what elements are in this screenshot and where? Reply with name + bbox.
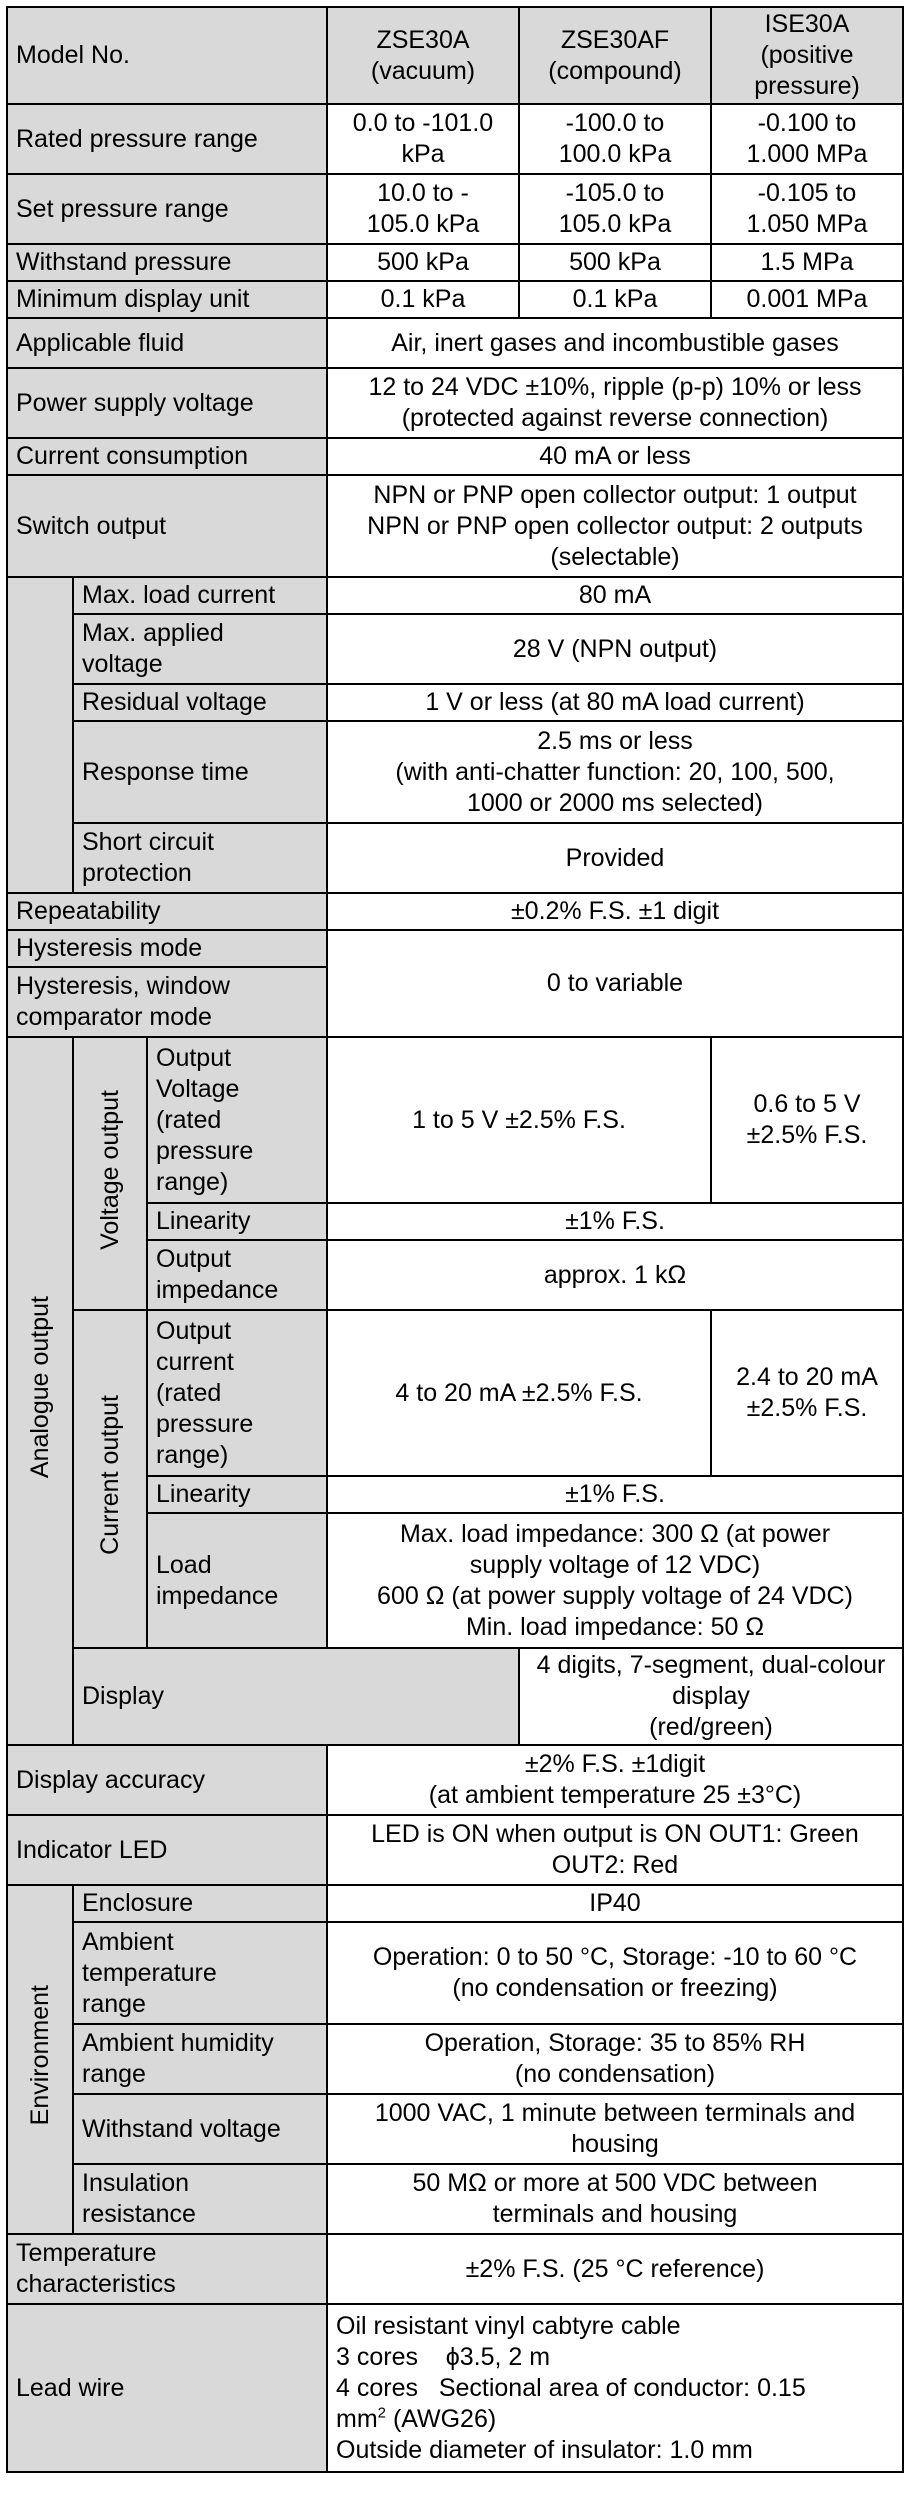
- display-row: [7, 1648, 903, 1745]
- max-load-current-row: [7, 577, 903, 614]
- insulation-value: 50 MΩ or more at 500 VDC between terminals and housing: [327, 2164, 903, 2234]
- lead-wire-line-2: 3 cores ϕ3.5, 2 m: [336, 2342, 551, 2371]
- lead-wire-line-4-prefix: mm: [336, 2404, 378, 2433]
- enclosure-value: IP40: [327, 1885, 903, 1922]
- spec-table: [6, 6, 904, 2473]
- lead-wire-line-4-sup: 2: [377, 2404, 386, 2422]
- rated-pressure-c1: 0.0 to -101.0 kPa: [327, 104, 519, 174]
- voltage-output-label: Voltage output: [73, 1037, 147, 1310]
- output-voltage-c3: 0.6 to 5 V ±2.5% F.S.: [711, 1037, 903, 1203]
- temperature-characteristics-label: Temperature characteristics: [7, 2234, 327, 2304]
- max-load-current-label: Max. load current: [73, 577, 327, 614]
- withstand-pressure-c2: 500 kPa: [519, 244, 711, 281]
- lead-wire-line-3: 4 cores Sectional area of conductor: 0.15: [336, 2373, 806, 2402]
- switch-output-value: NPN or PNP open collector output: 1 output NPN or PNP open collector output: 2 outputs (selectable): [327, 475, 903, 577]
- col-ise30a: ISE30A (positive pressure): [711, 7, 903, 104]
- temperature-characteristics-row: [7, 2234, 903, 2304]
- lead-wire-line-5: Outside diameter of insulator: 1.0 mm: [336, 2435, 753, 2464]
- indicator-led-row: [7, 1815, 903, 1885]
- rated-pressure-label: Rated pressure range: [7, 104, 327, 174]
- ambient-temp-row: [7, 1922, 903, 2024]
- withstand-pressure-c1: 500 kPa: [327, 244, 519, 281]
- indicator-led-value: LED is ON when output is ON OUT1: Green OUT2: Red: [327, 1815, 903, 1885]
- short-circuit-value: Provided: [327, 823, 903, 893]
- max-applied-voltage-row: [7, 614, 903, 684]
- min-display-unit-c1: 0.1 kPa: [327, 281, 519, 318]
- ambient-temp-label: Ambient temperature range: [73, 1922, 327, 2024]
- temperature-characteristics-value: ±2% F.S. (25 °C reference): [327, 2234, 903, 2304]
- power-supply-value: 12 to 24 VDC ±10%, ripple (p-p) 10% or less (protected against reverse connection): [327, 368, 903, 438]
- rated-pressure-c3: -0.100 to 1.000 MPa: [711, 104, 903, 174]
- display-accuracy-value: ±2% F.S. ±1digit (at ambient temperature 25 ±3°C): [327, 1745, 903, 1815]
- set-pressure-row: [7, 174, 903, 244]
- current-consumption-row: [7, 438, 903, 475]
- col-zse30a: ZSE30A (vacuum): [327, 7, 519, 104]
- lead-wire-line-4-suffix: (AWG26): [386, 2404, 497, 2433]
- min-display-unit-c3: 0.001 MPa: [711, 281, 903, 318]
- ambient-temp-value: Operation: 0 to 50 °C, Storage: -10 to 60 °C (no condensation or freezing): [327, 1922, 903, 2024]
- withstand-pressure-row: [7, 244, 903, 281]
- ambient-humidity-value: Operation, Storage: 35 to 85% RH (no condensation): [327, 2024, 903, 2094]
- max-load-current-value: 80 mA: [327, 577, 903, 614]
- withstand-voltage-value: 1000 VAC, 1 minute between terminals and housing: [327, 2094, 903, 2164]
- response-time-value: 2.5 ms or less (with anti-chatter function: 20, 100, 500, 1000 or 2000 ms selected): [327, 721, 903, 823]
- response-time-label: Response time: [73, 721, 327, 823]
- rated-pressure-row: [7, 104, 903, 174]
- indicator-led-label: Indicator LED: [7, 1815, 327, 1885]
- lead-wire-label: Lead wire: [7, 2304, 327, 2472]
- repeatability-value: ±0.2% F.S. ±1 digit: [327, 893, 903, 930]
- applicable-fluid-value: Air, inert gases and incombustible gases: [327, 318, 903, 368]
- lead-wire-line-1: Oil resistant vinyl cabtyre cable: [336, 2311, 681, 2340]
- hysteresis-mode-row: [7, 930, 903, 967]
- output-voltage-c12: 1 to 5 V ±2.5% F.S.: [327, 1037, 711, 1203]
- environment-label: Environment: [7, 1885, 73, 2234]
- power-supply-row: [7, 368, 903, 438]
- current-linearity-value: ±1% F.S.: [327, 1476, 903, 1513]
- display-accuracy-row: [7, 1745, 903, 1815]
- set-pressure-c3: -0.105 to 1.050 MPa: [711, 174, 903, 244]
- current-output-label: Current output: [73, 1310, 147, 1648]
- residual-voltage-label: Residual voltage: [73, 684, 327, 721]
- model-label: Model No.: [7, 7, 327, 104]
- short-circuit-row: [7, 823, 903, 893]
- switch-output-indent: [7, 577, 73, 893]
- min-display-unit-row: [7, 281, 903, 318]
- rated-pressure-c2: -100.0 to 100.0 kPa: [519, 104, 711, 174]
- switch-output-label: Switch output: [7, 475, 327, 577]
- load-impedance-label: Load impedance: [147, 1513, 327, 1648]
- max-applied-voltage-value: 28 V (NPN output): [327, 614, 903, 684]
- hysteresis-window-label: Hysteresis, window comparator mode: [7, 967, 327, 1037]
- set-pressure-label: Set pressure range: [7, 174, 327, 244]
- min-display-unit-c2: 0.1 kPa: [519, 281, 711, 318]
- output-voltage-row: [7, 1037, 903, 1203]
- withstand-voltage-row: [7, 2094, 903, 2164]
- ambient-humidity-row: [7, 2024, 903, 2094]
- hysteresis-mode-label: Hysteresis mode: [7, 930, 327, 967]
- response-time-row: [7, 721, 903, 823]
- lead-wire-value: [327, 2304, 903, 2472]
- power-supply-label: Power supply voltage: [7, 368, 327, 438]
- repeatability-label: Repeatability: [7, 893, 327, 930]
- voltage-linearity-value: ±1% F.S.: [327, 1203, 903, 1240]
- col-zse30af: ZSE30AF (compound): [519, 7, 711, 104]
- withstand-pressure-label: Withstand pressure: [7, 244, 327, 281]
- header-row: [7, 7, 903, 104]
- short-circuit-label: Short circuit protection: [73, 823, 327, 893]
- lead-wire-line-4: [336, 2404, 894, 2435]
- analogue-output-label: Analogue output: [7, 1037, 73, 1745]
- residual-voltage-row: [7, 684, 903, 721]
- min-display-unit-label: Minimum display unit: [7, 281, 327, 318]
- output-current-row: [7, 1310, 903, 1476]
- load-impedance-value: Max. load impedance: 300 Ω (at power supply voltage of 12 VDC) 600 Ω (at power supply voltage of 24 VDC) Min. load impedance: 50 Ω: [327, 1513, 903, 1648]
- repeatability-row: [7, 893, 903, 930]
- set-pressure-c2: -105.0 to 105.0 kPa: [519, 174, 711, 244]
- current-consumption-label: Current consumption: [7, 438, 327, 475]
- enclosure-row: [7, 1885, 903, 1922]
- output-voltage-label: Output Voltage (rated pressure range): [147, 1037, 327, 1203]
- applicable-fluid-label: Applicable fluid: [7, 318, 327, 368]
- set-pressure-c1: 10.0 to - 105.0 kPa: [327, 174, 519, 244]
- display-accuracy-label: Display accuracy: [7, 1745, 327, 1815]
- insulation-label: Insulation resistance: [73, 2164, 327, 2234]
- lead-wire-row: [7, 2304, 903, 2472]
- switch-output-row: [7, 475, 903, 577]
- display-label: Display: [73, 1648, 519, 1745]
- max-applied-voltage-label: Max. applied voltage: [73, 614, 327, 684]
- insulation-row: [7, 2164, 903, 2234]
- output-impedance-value: approx. 1 kΩ: [327, 1240, 903, 1310]
- output-current-label: Output current (rated pressure range): [147, 1310, 327, 1476]
- current-consumption-value: 40 mA or less: [327, 438, 903, 475]
- output-impedance-label: Output impedance: [147, 1240, 327, 1310]
- current-linearity-label: Linearity: [147, 1476, 327, 1513]
- withstand-voltage-label: Withstand voltage: [73, 2094, 327, 2164]
- ambient-humidity-label: Ambient humidity range: [73, 2024, 327, 2094]
- hysteresis-value: 0 to variable: [327, 930, 903, 1037]
- output-current-c3: 2.4 to 20 mA ±2.5% F.S.: [711, 1310, 903, 1476]
- residual-voltage-value: 1 V or less (at 80 mA load current): [327, 684, 903, 721]
- voltage-linearity-label: Linearity: [147, 1203, 327, 1240]
- enclosure-label: Enclosure: [73, 1885, 327, 1922]
- applicable-fluid-row: [7, 318, 903, 368]
- withstand-pressure-c3: 1.5 MPa: [711, 244, 903, 281]
- output-current-c12: 4 to 20 mA ±2.5% F.S.: [327, 1310, 711, 1476]
- display-value: 4 digits, 7-segment, dual-colour display (red/green): [519, 1648, 903, 1745]
